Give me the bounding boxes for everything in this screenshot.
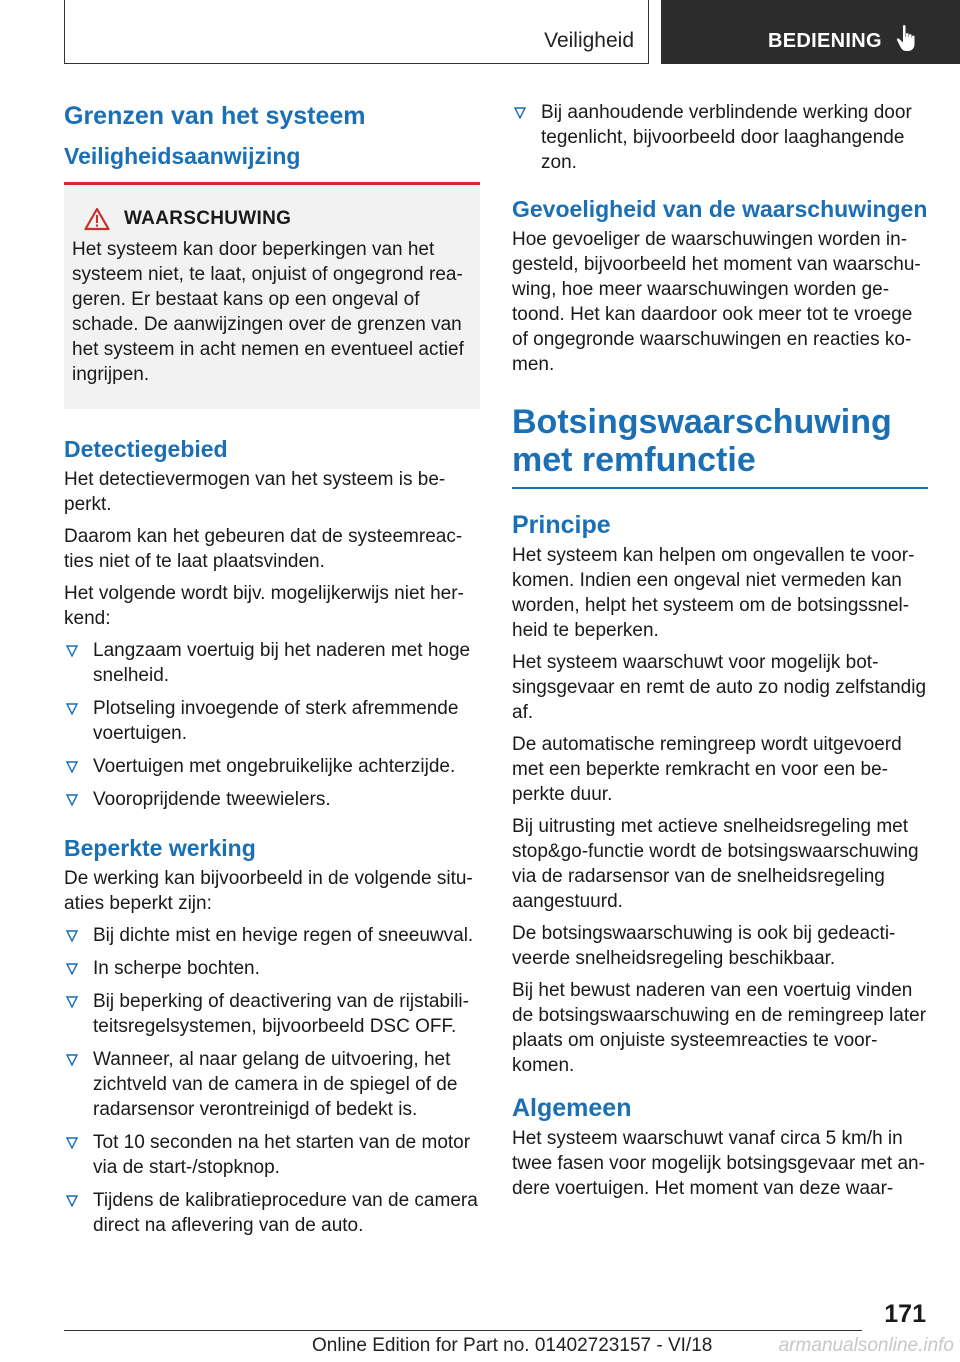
warning-box: [64, 182, 480, 409]
list-item-text: In scherpe bochten.: [93, 958, 260, 979]
header-section-title: Veiligheid: [544, 29, 634, 52]
heading-general: Algemeen: [512, 1094, 632, 1122]
paragraph: De werking kan bijvoorbeeld in de volgende situaties beperkt zijn:: [64, 868, 473, 914]
chapter-title-collision-warning: Botsingswaarschuwing met remfunctie: [512, 403, 892, 479]
header-chapter-box: [661, 0, 960, 64]
heading-limited: Beperkte werking: [64, 835, 256, 861]
list-item: [64, 956, 480, 981]
paragraph: Het detectievermogen van het systeem is beperkt.: [64, 469, 446, 515]
paragraph: Hoe gevoeliger de waarschuwingen worden ingesteld, bijvoorbeeld het moment van waarschuwing, hoe meer waarschuwingen worden getoond. Het kan daardoor ook meer tot te vroege of ongegronde waarschuwingen en reacties komen.: [512, 229, 921, 375]
list-item: [64, 787, 480, 812]
list-item: [512, 100, 928, 175]
heading-detection: Detectiegebied: [64, 436, 228, 462]
list-item: [64, 1188, 480, 1238]
list-item-text: Vooroprijdende tweewielers.: [93, 789, 331, 810]
list-item-text: Langzaam voertuig bij het naderen met hoge snelheid.: [93, 640, 471, 686]
list-item-text: Voertuigen met ongebruikelijke achterzijde.: [93, 756, 456, 777]
paragraph: Bij uitrusting met actieve snelheidsregeling met stop&go-functie wordt de botsingswaarschuwing via de radarsensor van de snelheidsregeling aangestuurd.: [512, 816, 919, 912]
list-item-text: Plotseling invoegende of sterk afremmende voertuigen.: [93, 698, 459, 744]
limited-list: [64, 923, 480, 1238]
header-chapter-title: BEDIENING: [768, 30, 882, 52]
list-item: [64, 923, 480, 948]
triangle-bullet-icon: [514, 107, 526, 119]
list-item: [64, 754, 480, 779]
warning-header: [72, 207, 472, 231]
left-column: [64, 100, 480, 1252]
header-section-box: [64, 0, 649, 64]
heading-principle: Principe: [512, 511, 611, 539]
detection-list: [64, 638, 480, 812]
triangle-bullet-icon: [66, 794, 78, 806]
heading-sensitivity: Gevoeligheid van de waarschuwingen: [512, 196, 928, 222]
triangle-bullet-icon: [66, 963, 78, 975]
paragraph: De automatische remingreep wordt uitgevoerd met een beperkte remkracht en voor een beperkte duur.: [512, 734, 902, 805]
heading-safety: Veiligheidsaanwijzing: [64, 143, 301, 169]
triangle-bullet-icon: [66, 930, 78, 942]
footer-divider: [64, 1330, 862, 1331]
footer-edition: Online Edition for Part no. 01402723157 - VI/18: [312, 1335, 713, 1356]
right-column: [512, 100, 928, 1208]
triangle-bullet-icon: [66, 703, 78, 715]
watermark: armanualsonline.info: [778, 1335, 954, 1356]
hand-pointer-icon: [895, 24, 921, 52]
warning-title: WAARSCHUWING: [124, 208, 292, 229]
limited-list-continued: [512, 100, 928, 175]
list-item: [64, 1130, 480, 1180]
title-divider: [512, 487, 928, 489]
warning-triangle-icon: [84, 207, 110, 231]
paragraph: Daarom kan het gebeuren dat de systeemreacties niet of te laat plaatsvinden.: [64, 526, 463, 572]
warning-text: Het systeem kan door beperkingen van het systeem niet, te laat, onjuist of ongegrond reageren. Er bestaat kans op een ongeval of schade. De aanwijzingen over de grenzen van het systeem in acht nemen en eventueel actief ingrijpen.: [72, 239, 464, 385]
page-number: 171: [884, 1300, 926, 1328]
list-item-text: Bij beperking of deactivering van de rijstabiliteitsregelsystemen, bijvoorbeeld DSC OFF.: [93, 991, 469, 1037]
triangle-bullet-icon: [66, 996, 78, 1008]
triangle-bullet-icon: [66, 1137, 78, 1149]
list-item: [64, 696, 480, 746]
paragraph: De botsingswaarschuwing is ook bij gedeactiveerde snelheidsregeling beschikbaar.: [512, 923, 896, 969]
list-item: [64, 989, 480, 1039]
triangle-bullet-icon: [66, 645, 78, 657]
section-title-limits: Grenzen van het systeem: [64, 102, 366, 130]
list-item: [64, 638, 480, 688]
list-item-text: Bij dichte mist en hevige regen of sneeuwval.: [93, 925, 474, 946]
paragraph: Bij het bewust naderen van een voertuig vinden de botsingswaarschuwing en de remingreep later plaats om onjuiste systeemreacties te voorkomen.: [512, 980, 927, 1076]
triangle-bullet-icon: [66, 761, 78, 773]
paragraph: Het systeem waarschuwt voor mogelijk botsingsgevaar en remt de auto zo nodig zelfstandig af.: [512, 652, 927, 723]
list-item-text: Tot 10 seconden na het starten van de motor via de start-/stopknop.: [93, 1132, 471, 1178]
list-item: [64, 1047, 480, 1122]
list-item-text: Bij aanhoudende verblindende werking door tegenlicht, bijvoorbeeld door laaghangende zon.: [541, 102, 912, 173]
paragraph: Het systeem kan helpen om ongevallen te voorkomen. Indien een ongeval niet vermeden kan worden, helpt het systeem om de botsingssnelheid te beperken.: [512, 545, 915, 641]
triangle-bullet-icon: [66, 1195, 78, 1207]
triangle-bullet-icon: [66, 1054, 78, 1066]
list-item-text: Tijdens de kalibratieprocedure van de camera direct na aflevering van de auto.: [93, 1190, 478, 1236]
list-item-text: Wanneer, al naar gelang de uitvoering, het zichtveld van de camera in de spiegel of de radarsensor verontreinigd of bedekt is.: [93, 1049, 458, 1120]
paragraph: Het systeem waarschuwt vanaf circa 5 km/h in twee fasen voor mogelijk botsingsgevaar met andere voertuigen. Het moment van deze waar-: [512, 1128, 925, 1199]
paragraph: Het volgende wordt bijv. mogelijkerwijs niet herkend:: [64, 583, 464, 629]
